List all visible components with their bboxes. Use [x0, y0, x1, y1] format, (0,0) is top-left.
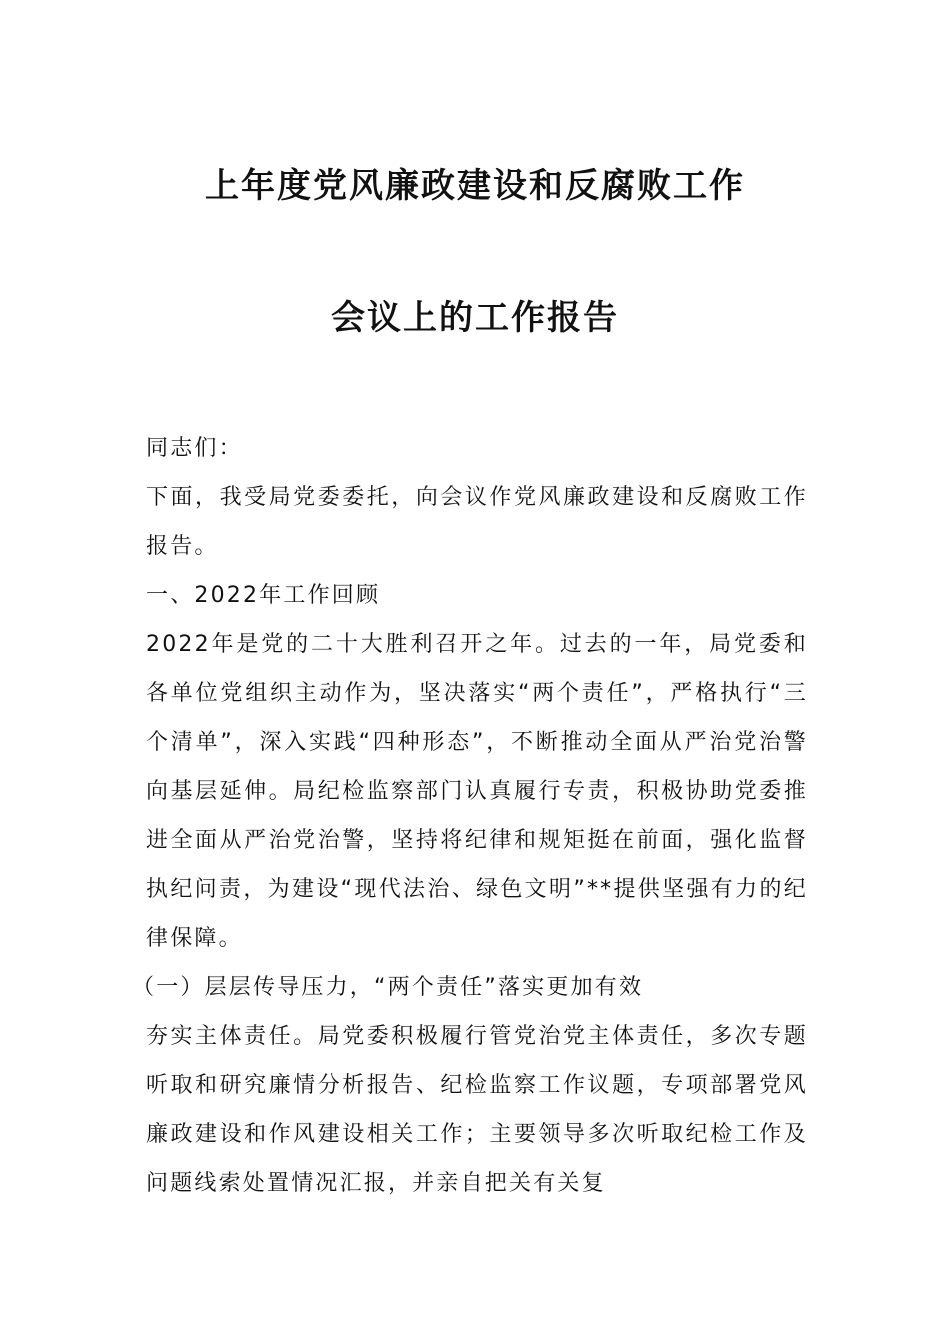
- subsection-heading: （一）层层传导压力，“两个责任”落实更加有效: [132, 975, 644, 1000]
- document-title-line-2: 会议上的工作报告: [331, 298, 619, 338]
- section-heading: 一、2022年工作回顾: [146, 583, 381, 608]
- review-paragraph: 2022年是党的二十大胜利召开之年。过去的一年，局党委和各单位党组织主动作为，坚决落实“两个责任”，严格执行“三个清单”，深入实践“四种形态”，不断推动全面从严治党治警向基层延伸。局纪检监察部门认真履行专责，积极协助党委推进全面从严治党治警，坚持将纪律和规矩挺在前面，强化监督执纪问责，为建设“现代法治、绿色文明”**提供坚强有力的纪律保障。: [146, 632, 808, 951]
- intro-paragraph: 下面，我受局党委委托，向会议作党风廉政建设和反腐败工作报告。: [146, 485, 808, 559]
- greeting: 同志们：: [146, 436, 243, 461]
- document-body: [132, 424, 808, 1208]
- responsibility-paragraph: 夯实主体责任。局党委积极履行管党治党主体责任，多次专题听取和研究廉情分析报告、纪检监察工作议题，专项部署党风廉政建设和作风建设相关工作；主要领导多次听取纪检工作及问题线索处置情况汇报，并亲自把关有关复: [146, 1024, 808, 1196]
- document-title-line-1: 上年度党风廉政建设和反腐败工作: [205, 166, 745, 206]
